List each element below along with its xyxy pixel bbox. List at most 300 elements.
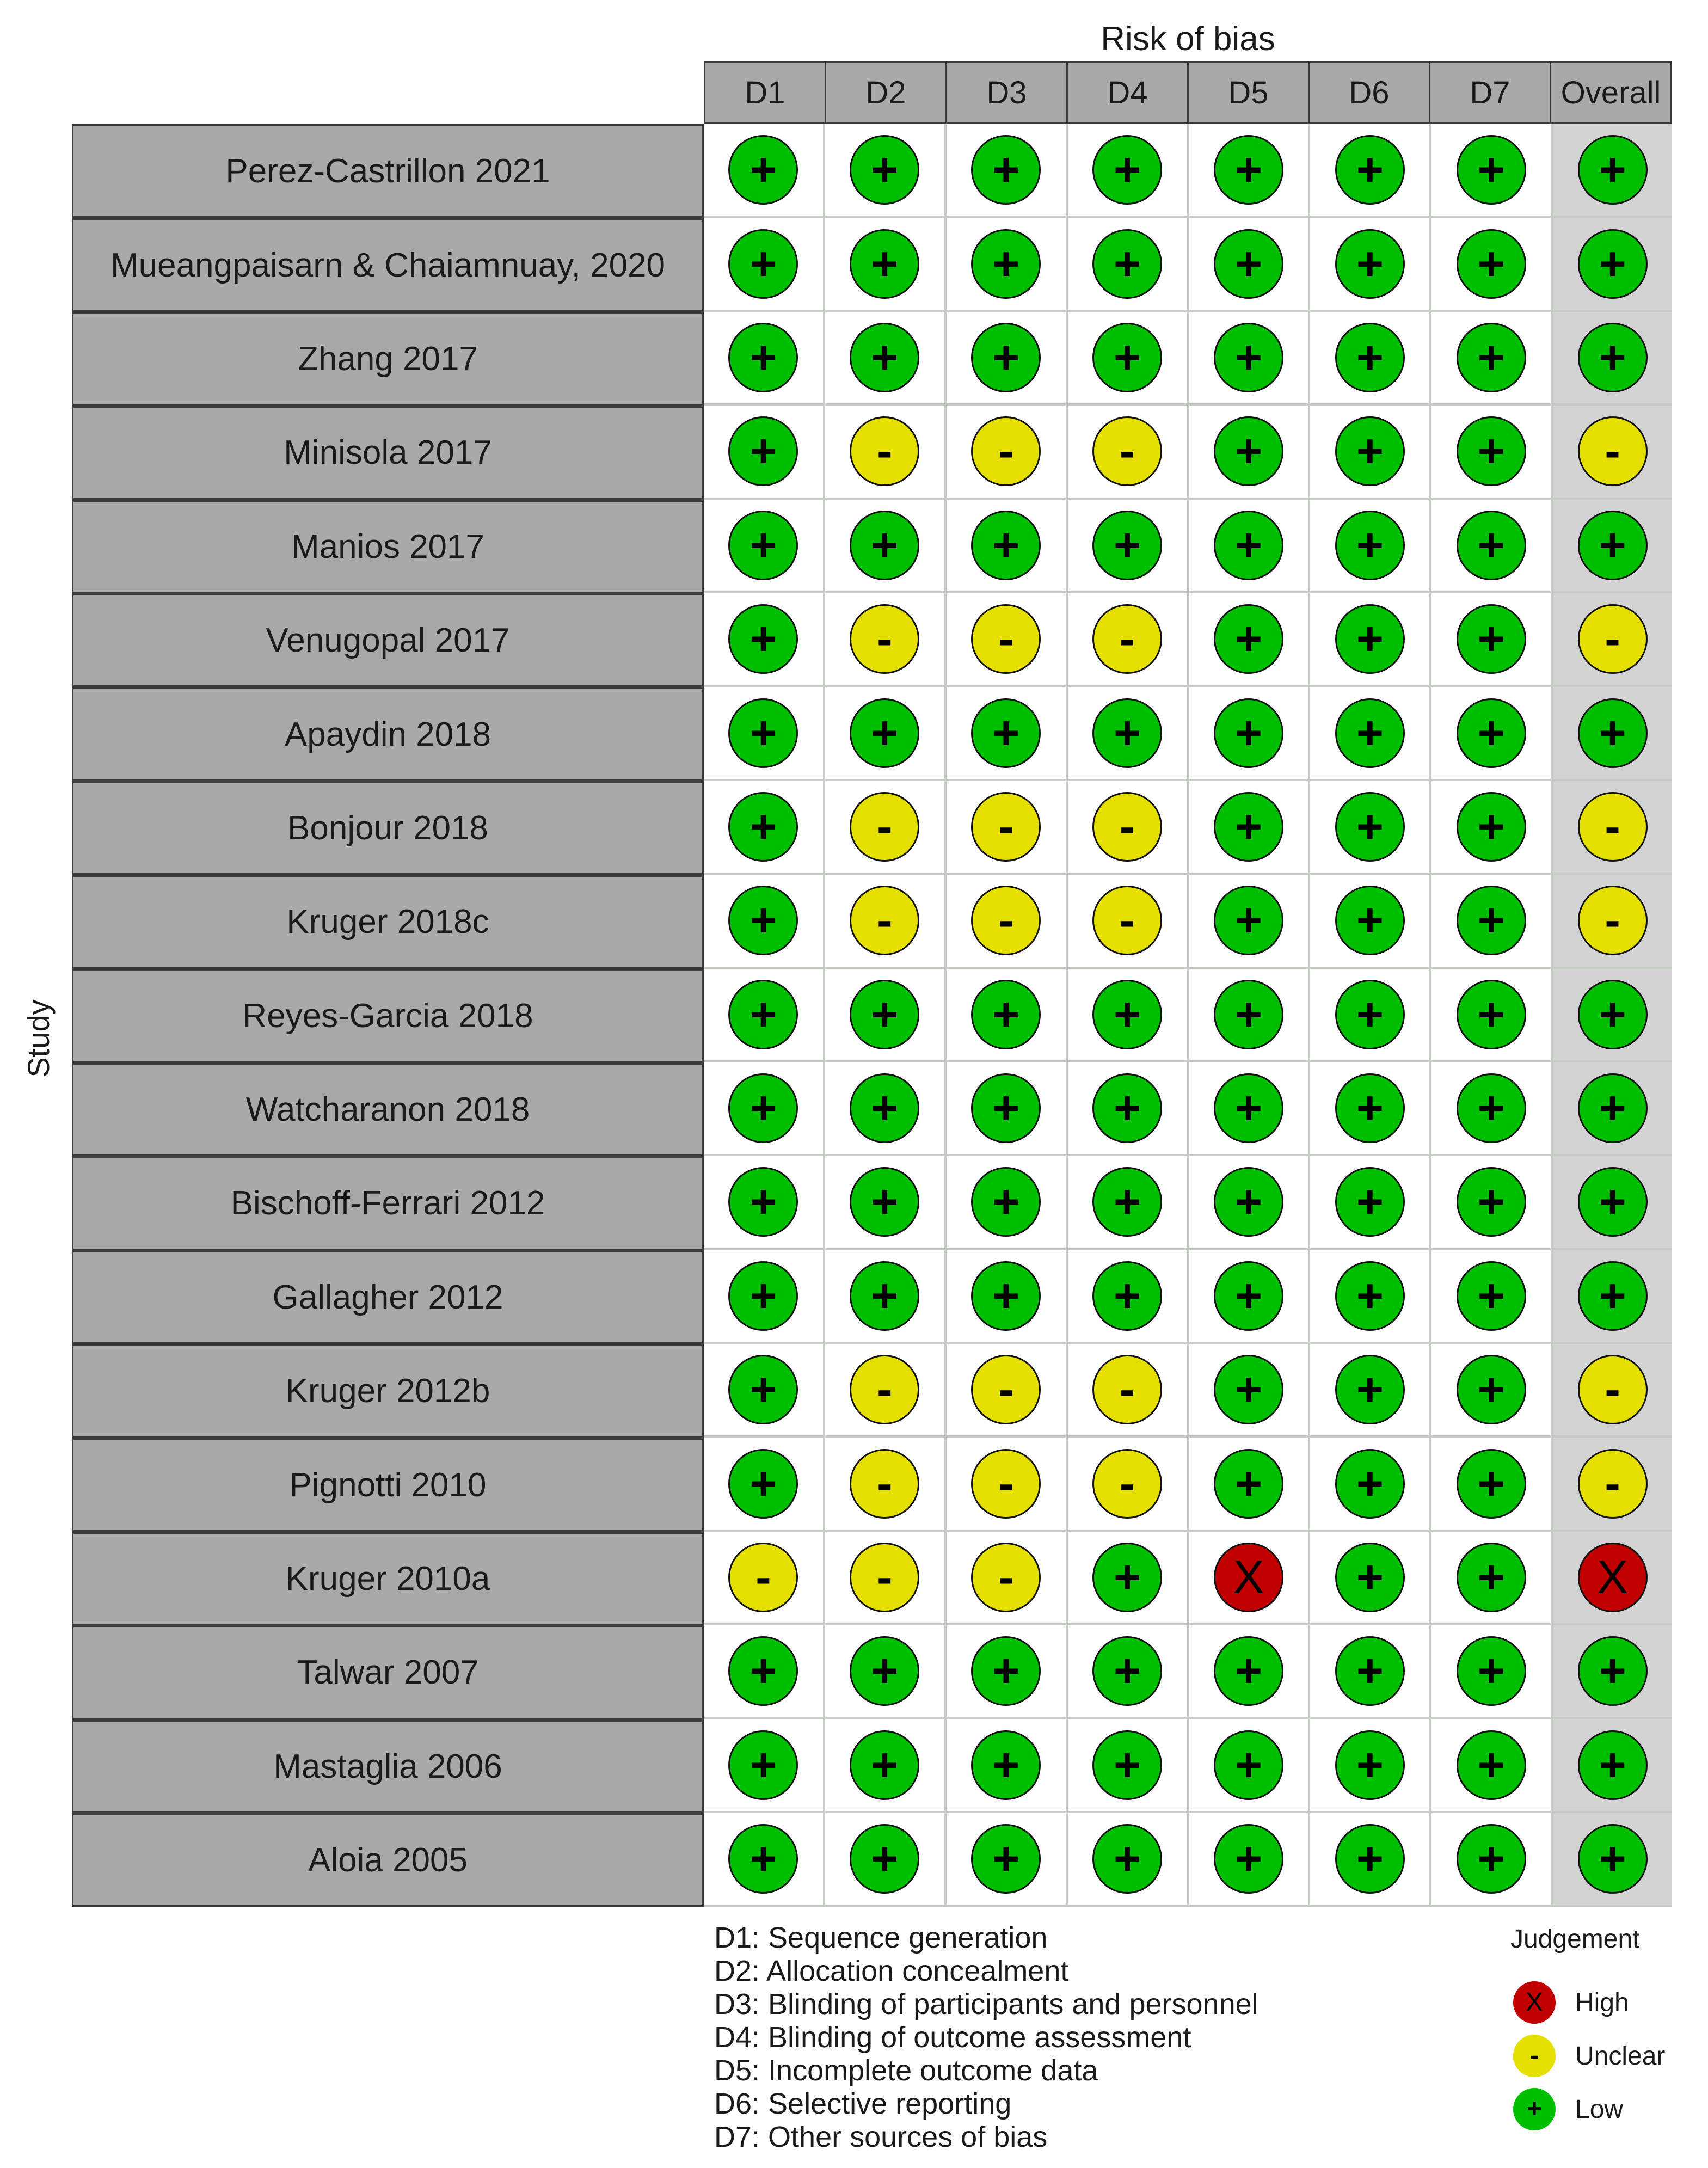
judgement-cell bbox=[1189, 500, 1311, 593]
judgement-cell bbox=[704, 687, 825, 781]
judgement-cell bbox=[1310, 500, 1431, 593]
low-judgement-icon: + bbox=[850, 323, 919, 392]
unclear-judgement-icon: - bbox=[1578, 886, 1648, 955]
unclear-judgement-icon: - bbox=[1578, 416, 1648, 486]
judgement-cell bbox=[1189, 1438, 1311, 1531]
low-judgement-icon: + bbox=[1457, 792, 1526, 862]
study-label: Reyes-Garcia 2018 bbox=[72, 969, 704, 1062]
low-judgement-icon: + bbox=[1335, 1824, 1405, 1894]
judgement-cell bbox=[1431, 593, 1553, 687]
low-judgement-icon: + bbox=[1214, 1261, 1283, 1331]
low-judgement-icon: + bbox=[1214, 1636, 1283, 1706]
judgement-cell bbox=[1553, 1438, 1672, 1531]
judgement-cell bbox=[1310, 1625, 1431, 1719]
judgement-cell bbox=[1189, 875, 1311, 968]
table-row bbox=[704, 1250, 1672, 1344]
judgement-cell bbox=[1189, 1625, 1311, 1719]
column-header-overall: Overall bbox=[1560, 75, 1661, 110]
judgement-cell bbox=[704, 875, 825, 968]
low-judgement-icon: + bbox=[728, 1449, 798, 1519]
judgement-cell bbox=[1431, 1062, 1553, 1156]
low-judgement-icon: + bbox=[1214, 511, 1283, 580]
unclear-judgement-icon: - bbox=[850, 1449, 919, 1519]
judgement-cell bbox=[1068, 687, 1189, 781]
judgement-cell bbox=[1431, 1813, 1553, 1907]
judgement-cell bbox=[1310, 124, 1431, 218]
judgement-cell bbox=[1189, 406, 1311, 499]
low-judgement-icon: + bbox=[1578, 1167, 1648, 1237]
low-judgement-icon: + bbox=[728, 886, 798, 955]
low-judgement-icon: + bbox=[1335, 135, 1405, 205]
judgement-cell bbox=[947, 500, 1068, 593]
study-label: Gallagher 2012 bbox=[72, 1250, 704, 1344]
study-label: Kruger 2012b bbox=[72, 1344, 704, 1438]
judgement-cell bbox=[1553, 875, 1672, 968]
judgement-cell bbox=[825, 312, 947, 406]
judgement-cell bbox=[1189, 218, 1311, 311]
judgement-cell bbox=[1068, 1438, 1189, 1531]
low-judgement-icon: + bbox=[971, 1636, 1041, 1706]
low-judgement-icon: + bbox=[1214, 792, 1283, 862]
judgement-cell bbox=[825, 1156, 947, 1250]
low-judgement-icon: + bbox=[1092, 323, 1162, 392]
judgement-cell bbox=[1189, 1813, 1311, 1907]
judgement-cell bbox=[947, 593, 1068, 687]
low-judgement-icon: + bbox=[728, 1261, 798, 1331]
low-judgement-icon: + bbox=[1214, 1073, 1283, 1143]
low-judgement-icon: + bbox=[850, 511, 919, 580]
judgement-cell bbox=[1068, 781, 1189, 875]
table-row bbox=[704, 1438, 1672, 1531]
judgement-cell bbox=[1310, 1438, 1431, 1531]
low-judgement-icon: + bbox=[971, 698, 1041, 768]
study-label: Minisola 2017 bbox=[72, 406, 704, 499]
judgement-cell bbox=[1553, 1813, 1672, 1907]
judgement-cell bbox=[825, 218, 947, 311]
high-judgement-icon: X bbox=[1214, 1543, 1283, 1612]
judgement-cell bbox=[1310, 1250, 1431, 1344]
low-judgement-icon: + bbox=[971, 511, 1041, 580]
judgement-cell bbox=[1553, 1532, 1672, 1625]
study-label: Kruger 2018c bbox=[72, 875, 704, 968]
low-judgement-icon: + bbox=[1214, 1355, 1283, 1424]
low-judgement-icon: + bbox=[1457, 511, 1526, 580]
unclear-judgement-icon: - bbox=[1513, 2035, 1556, 2077]
low-judgement-icon: + bbox=[971, 980, 1041, 1049]
judgement-legend-item bbox=[1508, 1976, 1665, 2029]
unclear-judgement-icon: - bbox=[1092, 792, 1162, 862]
judgement-cell bbox=[1189, 969, 1311, 1062]
judgement-cell bbox=[947, 1062, 1068, 1156]
low-judgement-icon: + bbox=[1457, 604, 1526, 674]
table-row bbox=[704, 1532, 1672, 1625]
low-judgement-icon: + bbox=[1578, 1261, 1648, 1331]
low-judgement-icon: + bbox=[971, 323, 1041, 392]
judgement-cell bbox=[1553, 312, 1672, 406]
judgement-cell bbox=[825, 1344, 947, 1438]
column-header-d5: D5 bbox=[1189, 63, 1310, 122]
judgement-cell bbox=[1068, 124, 1189, 218]
judgement-cell bbox=[1068, 1062, 1189, 1156]
judgement-cell bbox=[825, 500, 947, 593]
low-judgement-icon: + bbox=[971, 1824, 1041, 1894]
unclear-judgement-icon: - bbox=[1578, 604, 1648, 674]
unclear-judgement-icon: - bbox=[1578, 1449, 1648, 1519]
low-judgement-icon: + bbox=[1578, 135, 1648, 205]
low-judgement-icon: + bbox=[1513, 2088, 1556, 2130]
low-judgement-icon: + bbox=[1092, 1730, 1162, 1800]
judgement-cell bbox=[947, 124, 1068, 218]
low-judgement-icon: + bbox=[1335, 229, 1405, 299]
unclear-judgement-icon: - bbox=[1092, 1449, 1162, 1519]
study-label: Talwar 2007 bbox=[72, 1625, 704, 1719]
judgement-cell bbox=[1431, 1532, 1553, 1625]
judgement-cell bbox=[825, 124, 947, 218]
study-label: Manios 2017 bbox=[72, 500, 704, 593]
low-judgement-icon: + bbox=[1214, 886, 1283, 955]
low-judgement-icon: + bbox=[850, 1824, 919, 1894]
judgement-cell bbox=[1068, 1625, 1189, 1719]
study-label: Mastaglia 2006 bbox=[72, 1719, 704, 1813]
table-row bbox=[704, 312, 1672, 406]
table-row bbox=[704, 969, 1672, 1062]
low-judgement-icon: + bbox=[1457, 229, 1526, 299]
low-judgement-icon: + bbox=[728, 1824, 798, 1894]
table-row bbox=[704, 124, 1672, 218]
low-judgement-icon: + bbox=[1092, 1073, 1162, 1143]
judgement-cell bbox=[1431, 500, 1553, 593]
judgement-cell bbox=[1431, 875, 1553, 968]
judgement-cell bbox=[1310, 875, 1431, 968]
judgement-legend-label: High bbox=[1575, 1988, 1629, 2017]
unclear-judgement-icon: - bbox=[1092, 416, 1162, 486]
judgement-cell bbox=[1431, 781, 1553, 875]
judgement-cell bbox=[825, 1062, 947, 1156]
low-judgement-icon: + bbox=[728, 1730, 798, 1800]
unclear-judgement-icon: - bbox=[971, 1543, 1041, 1612]
low-judgement-icon: + bbox=[1578, 980, 1648, 1049]
judgement-cell bbox=[825, 1813, 947, 1907]
judgement-cell bbox=[947, 1438, 1068, 1531]
table-row bbox=[704, 1156, 1672, 1250]
study-label-column bbox=[72, 124, 704, 1907]
low-judgement-icon: + bbox=[1335, 1730, 1405, 1800]
domain-header-row bbox=[704, 61, 1672, 124]
judgement-cell bbox=[1553, 969, 1672, 1062]
judgement-cell bbox=[1553, 1625, 1672, 1719]
judgement-cell bbox=[947, 1250, 1068, 1344]
low-judgement-icon: + bbox=[850, 698, 919, 768]
column-header-d2: D2 bbox=[826, 63, 947, 122]
unclear-judgement-icon: - bbox=[728, 1543, 798, 1612]
judgement-cell bbox=[1068, 593, 1189, 687]
unclear-judgement-icon: - bbox=[971, 1355, 1041, 1424]
table-row bbox=[704, 781, 1672, 875]
judgement-cell bbox=[947, 969, 1068, 1062]
judgement-cell bbox=[1310, 1813, 1431, 1907]
low-judgement-icon: + bbox=[1214, 323, 1283, 392]
judgement-cell bbox=[1068, 875, 1189, 968]
unclear-judgement-icon: - bbox=[971, 792, 1041, 862]
low-judgement-icon: + bbox=[850, 1730, 919, 1800]
low-judgement-icon: + bbox=[1214, 135, 1283, 205]
low-judgement-icon: + bbox=[1578, 1730, 1648, 1800]
judgement-cell bbox=[704, 781, 825, 875]
judgement-cell bbox=[1189, 1532, 1311, 1625]
unclear-judgement-icon: - bbox=[850, 416, 919, 486]
judgement-cell bbox=[825, 406, 947, 499]
low-judgement-icon: + bbox=[728, 511, 798, 580]
judgement-cell bbox=[1431, 687, 1553, 781]
column-header-d7: D7 bbox=[1430, 63, 1551, 122]
domain-legend-item: D3: Blinding of participants and personnel bbox=[714, 1988, 1258, 2020]
low-judgement-icon: + bbox=[1335, 1355, 1405, 1424]
judgement-cell bbox=[1431, 124, 1553, 218]
low-judgement-icon: + bbox=[1092, 1261, 1162, 1331]
judgement-cell bbox=[1553, 406, 1672, 499]
judgement-cell bbox=[1189, 1719, 1311, 1813]
study-label: Venugopal 2017 bbox=[72, 593, 704, 687]
judgement-cell bbox=[1431, 969, 1553, 1062]
judgement-cell bbox=[1310, 1344, 1431, 1438]
judgement-cell bbox=[947, 781, 1068, 875]
low-judgement-icon: + bbox=[1214, 229, 1283, 299]
low-judgement-icon: + bbox=[1335, 1073, 1405, 1143]
judgement-cell bbox=[1310, 969, 1431, 1062]
unclear-judgement-icon: - bbox=[1578, 1355, 1648, 1424]
unclear-judgement-icon: - bbox=[971, 416, 1041, 486]
study-label: Apaydin 2018 bbox=[72, 687, 704, 781]
low-judgement-icon: + bbox=[1578, 1636, 1648, 1706]
study-label: Kruger 2010a bbox=[72, 1532, 704, 1625]
domain-legend-item: D6: Selective reporting bbox=[714, 2087, 1012, 2120]
judgement-cell bbox=[1189, 124, 1311, 218]
low-judgement-icon: + bbox=[971, 135, 1041, 205]
low-judgement-icon: + bbox=[850, 1261, 919, 1331]
low-judgement-icon: + bbox=[728, 698, 798, 768]
unclear-judgement-icon: - bbox=[1092, 886, 1162, 955]
judgement-cell bbox=[1310, 218, 1431, 311]
low-judgement-icon: + bbox=[1335, 1261, 1405, 1331]
judgement-cell bbox=[1310, 687, 1431, 781]
unclear-judgement-icon: - bbox=[850, 792, 919, 862]
judgement-cell bbox=[1189, 1062, 1311, 1156]
judgement-cell bbox=[704, 969, 825, 1062]
low-judgement-icon: + bbox=[1457, 135, 1526, 205]
judgement-legend-label: Unclear bbox=[1575, 2041, 1666, 2071]
judgement-cell bbox=[1189, 781, 1311, 875]
judgement-cell bbox=[704, 1813, 825, 1907]
column-header-d6: D6 bbox=[1310, 63, 1430, 122]
low-judgement-icon: + bbox=[728, 1167, 798, 1237]
low-judgement-icon: + bbox=[1335, 1167, 1405, 1237]
low-judgement-icon: + bbox=[728, 1073, 798, 1143]
low-judgement-icon: + bbox=[1335, 698, 1405, 768]
judgement-cell bbox=[1431, 1156, 1553, 1250]
judgement-cell bbox=[1310, 593, 1431, 687]
judgement-grid bbox=[704, 124, 1672, 1907]
low-judgement-icon: + bbox=[1578, 698, 1648, 768]
low-judgement-icon: + bbox=[850, 1636, 919, 1706]
low-judgement-icon: + bbox=[1092, 1543, 1162, 1612]
unclear-judgement-icon: - bbox=[1092, 604, 1162, 674]
judgement-cell bbox=[1431, 1344, 1553, 1438]
unclear-judgement-icon: - bbox=[1578, 792, 1648, 862]
judgement-cell bbox=[1431, 312, 1553, 406]
unclear-judgement-icon: - bbox=[971, 604, 1041, 674]
judgement-cell bbox=[1553, 1250, 1672, 1344]
domain-legend-item: D1: Sequence generation bbox=[714, 1921, 1048, 1954]
low-judgement-icon: + bbox=[1457, 980, 1526, 1049]
low-judgement-icon: + bbox=[1335, 323, 1405, 392]
low-judgement-icon: + bbox=[1457, 1449, 1526, 1519]
low-judgement-icon: + bbox=[1457, 416, 1526, 486]
judgement-cell bbox=[1068, 218, 1189, 311]
low-judgement-icon: + bbox=[1214, 1167, 1283, 1237]
judgement-legend-item bbox=[1508, 2083, 1665, 2136]
low-judgement-icon: + bbox=[1335, 511, 1405, 580]
judgement-cell bbox=[1068, 1813, 1189, 1907]
low-judgement-icon: + bbox=[728, 416, 798, 486]
low-judgement-icon: + bbox=[850, 1167, 919, 1237]
domain-legend bbox=[714, 1921, 1258, 2154]
judgement-cell bbox=[1189, 1344, 1311, 1438]
judgement-cell bbox=[947, 875, 1068, 968]
judgement-cell bbox=[1553, 781, 1672, 875]
low-judgement-icon: + bbox=[1092, 135, 1162, 205]
low-judgement-icon: + bbox=[728, 792, 798, 862]
low-judgement-icon: + bbox=[971, 1073, 1041, 1143]
unclear-judgement-icon: - bbox=[850, 1355, 919, 1424]
low-judgement-icon: + bbox=[971, 229, 1041, 299]
low-judgement-icon: + bbox=[1214, 604, 1283, 674]
low-judgement-icon: + bbox=[1335, 886, 1405, 955]
judgement-cell bbox=[1553, 687, 1672, 781]
judgement-cell bbox=[1553, 1156, 1672, 1250]
unclear-judgement-icon: - bbox=[850, 1543, 919, 1612]
low-judgement-icon: + bbox=[1457, 1824, 1526, 1894]
unclear-judgement-icon: - bbox=[850, 886, 919, 955]
table-row bbox=[704, 1719, 1672, 1813]
study-label: Pignotti 2010 bbox=[72, 1438, 704, 1531]
domain-legend-item: D7: Other sources of bias bbox=[714, 2121, 1048, 2153]
judgement-cell bbox=[1431, 218, 1553, 311]
judgement-cell bbox=[1189, 312, 1311, 406]
unclear-judgement-icon: - bbox=[1092, 1355, 1162, 1424]
low-judgement-icon: + bbox=[728, 604, 798, 674]
unclear-judgement-icon: - bbox=[971, 1449, 1041, 1519]
judgement-cell bbox=[1068, 312, 1189, 406]
judgement-cell bbox=[1068, 1344, 1189, 1438]
judgement-cell bbox=[947, 312, 1068, 406]
low-judgement-icon: + bbox=[728, 1355, 798, 1424]
column-header-d1: D1 bbox=[705, 63, 826, 122]
low-judgement-icon: + bbox=[1092, 698, 1162, 768]
judgement-cell bbox=[947, 1156, 1068, 1250]
low-judgement-icon: + bbox=[971, 1730, 1041, 1800]
low-judgement-icon: + bbox=[1457, 1073, 1526, 1143]
judgement-cell bbox=[1068, 1250, 1189, 1344]
judgement-cell bbox=[947, 1625, 1068, 1719]
low-judgement-icon: + bbox=[1457, 1261, 1526, 1331]
low-judgement-icon: + bbox=[1335, 604, 1405, 674]
low-judgement-icon: + bbox=[728, 229, 798, 299]
judgement-cell bbox=[704, 1156, 825, 1250]
column-header-d4: D4 bbox=[1068, 63, 1189, 122]
judgement-legend bbox=[1508, 1924, 1665, 2136]
judgement-cell bbox=[947, 406, 1068, 499]
low-judgement-icon: + bbox=[1578, 229, 1648, 299]
judgement-cell bbox=[825, 1625, 947, 1719]
low-judgement-icon: + bbox=[1092, 1636, 1162, 1706]
table-row bbox=[704, 406, 1672, 499]
judgement-legend-title: Judgement bbox=[1510, 1925, 1640, 1954]
judgement-cell bbox=[825, 1532, 947, 1625]
judgement-cell bbox=[1068, 1719, 1189, 1813]
judgement-cell bbox=[825, 875, 947, 968]
judgement-cell bbox=[1553, 1719, 1672, 1813]
judgement-cell bbox=[1431, 1625, 1553, 1719]
low-judgement-icon: + bbox=[1335, 1543, 1405, 1612]
low-judgement-icon: + bbox=[971, 1167, 1041, 1237]
judgement-cell bbox=[1068, 406, 1189, 499]
table-row bbox=[704, 1062, 1672, 1156]
low-judgement-icon: + bbox=[1214, 698, 1283, 768]
low-judgement-icon: + bbox=[1214, 1730, 1283, 1800]
judgement-cell bbox=[1189, 1250, 1311, 1344]
judgement-cell bbox=[1068, 969, 1189, 1062]
table-row bbox=[704, 875, 1672, 968]
unclear-judgement-icon: - bbox=[850, 604, 919, 674]
low-judgement-icon: + bbox=[850, 135, 919, 205]
low-judgement-icon: + bbox=[1335, 1449, 1405, 1519]
judgement-cell bbox=[825, 1719, 947, 1813]
table-row bbox=[704, 500, 1672, 593]
low-judgement-icon: + bbox=[971, 1261, 1041, 1331]
low-judgement-icon: + bbox=[1457, 1355, 1526, 1424]
low-judgement-icon: + bbox=[728, 323, 798, 392]
judgement-legend-item bbox=[1508, 2029, 1665, 2083]
judgement-cell bbox=[704, 124, 825, 218]
judgement-cell bbox=[704, 593, 825, 687]
low-judgement-icon: + bbox=[1335, 416, 1405, 486]
judgement-cell bbox=[825, 1438, 947, 1531]
low-judgement-icon: + bbox=[1214, 980, 1283, 1049]
low-judgement-icon: + bbox=[1092, 229, 1162, 299]
judgement-cell bbox=[1310, 312, 1431, 406]
judgement-cell bbox=[1189, 593, 1311, 687]
judgement-cell bbox=[1431, 1719, 1553, 1813]
low-judgement-icon: + bbox=[1457, 886, 1526, 955]
judgement-cell bbox=[1553, 218, 1672, 311]
low-judgement-icon: + bbox=[1092, 1824, 1162, 1894]
judgement-cell bbox=[1553, 1062, 1672, 1156]
low-judgement-icon: + bbox=[728, 980, 798, 1049]
judgement-cell bbox=[1553, 1344, 1672, 1438]
judgement-cell bbox=[1068, 1156, 1189, 1250]
judgement-cell bbox=[1431, 1438, 1553, 1531]
judgement-cell bbox=[704, 406, 825, 499]
high-judgement-icon: X bbox=[1513, 1981, 1556, 2024]
low-judgement-icon: + bbox=[1335, 792, 1405, 862]
low-judgement-icon: + bbox=[1457, 1636, 1526, 1706]
judgement-cell bbox=[1310, 1156, 1431, 1250]
judgement-cell bbox=[1068, 1532, 1189, 1625]
low-judgement-icon: + bbox=[1214, 1824, 1283, 1894]
column-header-d3: D3 bbox=[947, 63, 1068, 122]
judgement-cell bbox=[1310, 781, 1431, 875]
judgement-cell bbox=[1310, 406, 1431, 499]
